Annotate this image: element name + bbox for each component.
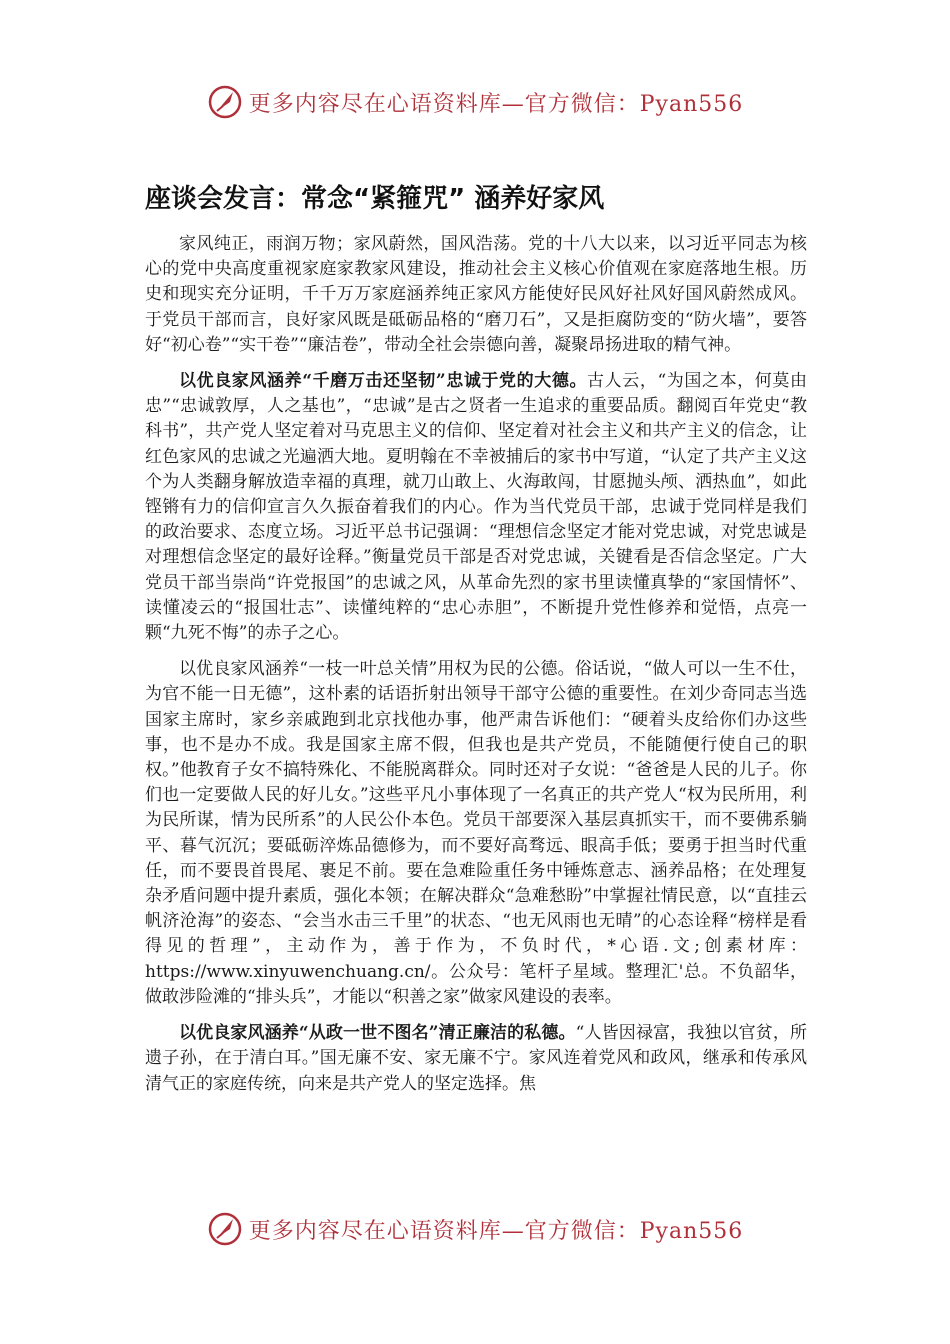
- watermark-banner-top: [0, 80, 950, 124]
- paragraph-body: “人皆因禄富，我独以官贫，所遗子孙，在于清白耳。”国无廉不安、家无廉不宁。家风连着党风和政风，继承和传承风清气正的家庭传统，向来是共产党人的坚定选择。焦: [145, 1023, 807, 1094]
- watermark-text: 更多内容尽在心语资料库—官方微信：Pyan556: [248, 1218, 744, 1244]
- paragraph-lead: 以优良家风涵养“千磨万击还坚韧”忠诚于党的大德。: [179, 371, 588, 392]
- paragraph-lead: 以优良家风涵养“从政一世不图名”清正廉洁的私德。: [179, 1023, 576, 1044]
- paragraph-body: 以优良家风涵养“一枝一叶总关情”用权为民的公德。俗话说，“做人可以一生不仕，为官不能一日无德”，这朴素的话语折射出领导干部守公德的重要性。在刘少奇同志当选国家主席时，家乡亲戚跑到北京找他办事，他严肃告诉他们：“硬着头皮给你们办这些事，也不是办不成。我是国家主席不假，但我也是共产党员，不能随便行使自己的职权。”他教育子女不搞特殊化、不能脱离群众。同时还对子女说：“爸爸是人民的儿子。你们也一定要做人民的好儿女。”这些平凡小事体现了一名真正的共产党人“权为民所用，利为民所谋，情为民所系”的人民公仆本色。党员干部要深入基层真抓实干，而不要佛系躺平、暮气沉沉；要砥砺淬炼品德修为，而不要好高骛远、眼高手低；要勇于担当时代重任，而不要畏首畏尾、裹足不前。要在急难险重任务中锤炼意志、涵养品格；在处理复杂矛盾问题中提升素质，强化本领；在解决群众“急难愁盼”中掌握社情民意，以“直挂云帆济沧海”的姿态、“会当水击三千里”的状态、“也无风雨也无晴”的心态诠释“榜样是看得见的哲理”，主动作为，善于作为，不负时代，*心语.文;创素材库：https://www.xinyuwenchuang.cn/。公众号：笔杆子星域。整理汇'总。不负韶华，做敢涉险滩的“排头兵”，才能以“积善之家”做家风建设的表率。: [145, 659, 807, 1007]
- watermark-text: 更多内容尽在心语资料库—官方微信：Pyan556: [248, 91, 744, 117]
- paragraph-body: 古人云，“为国之本，何莫由忠”“忠诚敦厚，人之基也”，“忠诚”是古之贤者一生追求的重要品质。翻阅百年党史“教科书”，共产党人坚定着对马克思主义的信仰、坚定着对社会主义和共产主义的信念，让红色家风的忠诚之光遍洒大地。夏明翰在不幸被捕后的家书中写道，“认定了共产主义这个为人类翻身解放造幸福的真理，就刀山敢上、火海敢闯，甘愿抛头颅、洒热血”，如此铿锵有力的信仰宣言久久振奋着我们的内心。作为当代党员干部，忠诚于党同样是我们的政治要求、态度立场。习近平总书记强调：“理想信念坚定才能对党忠诚，对党忠诚是对理想信念坚定的最好诠释。”衡量党员干部是否对党忠诚，关键看是否信念坚定。广大党员干部当崇尚“许党报国”的忠诚之风，从革命先烈的家书里读懂真挚的“家国情怀”、读懂凌云的“报国壮志”、读懂纯粹的“忠心赤胆”，不断提升党性修养和觉悟，点亮一颗“九死不悔”的赤子之心。: [145, 371, 807, 644]
- paragraph: [145, 369, 807, 646]
- quill-logo-icon: [207, 84, 243, 120]
- paragraph: [145, 232, 807, 358]
- quill-logo-icon: [207, 1211, 243, 1247]
- article-body: [145, 232, 807, 1108]
- paragraph: [145, 1021, 807, 1097]
- watermark-banner-bottom: [0, 1207, 950, 1251]
- page-title: 座谈会发言：常念“紧箍咒” 涵养好家风: [145, 184, 605, 214]
- paragraph: [145, 657, 807, 1010]
- paragraph-body: 家风纯正，雨润万物；家风蔚然，国风浩荡。党的十八大以来，以习近平同志为核心的党中央高度重视家庭家教家风建设，推动社会主义核心价值观在家庭落地生根。历史和现实充分证明，千千万万家庭涵养纯正家风方能使好民风好社风好国风蔚然成风。于党员干部而言，良好家风既是砥砺品格的“磨刀石”，又是拒腐防变的“防火墙”，要答好“初心卷”“实干卷”“廉洁卷”，带动全社会崇德向善，凝聚昂扬进取的精气神。: [145, 234, 807, 355]
